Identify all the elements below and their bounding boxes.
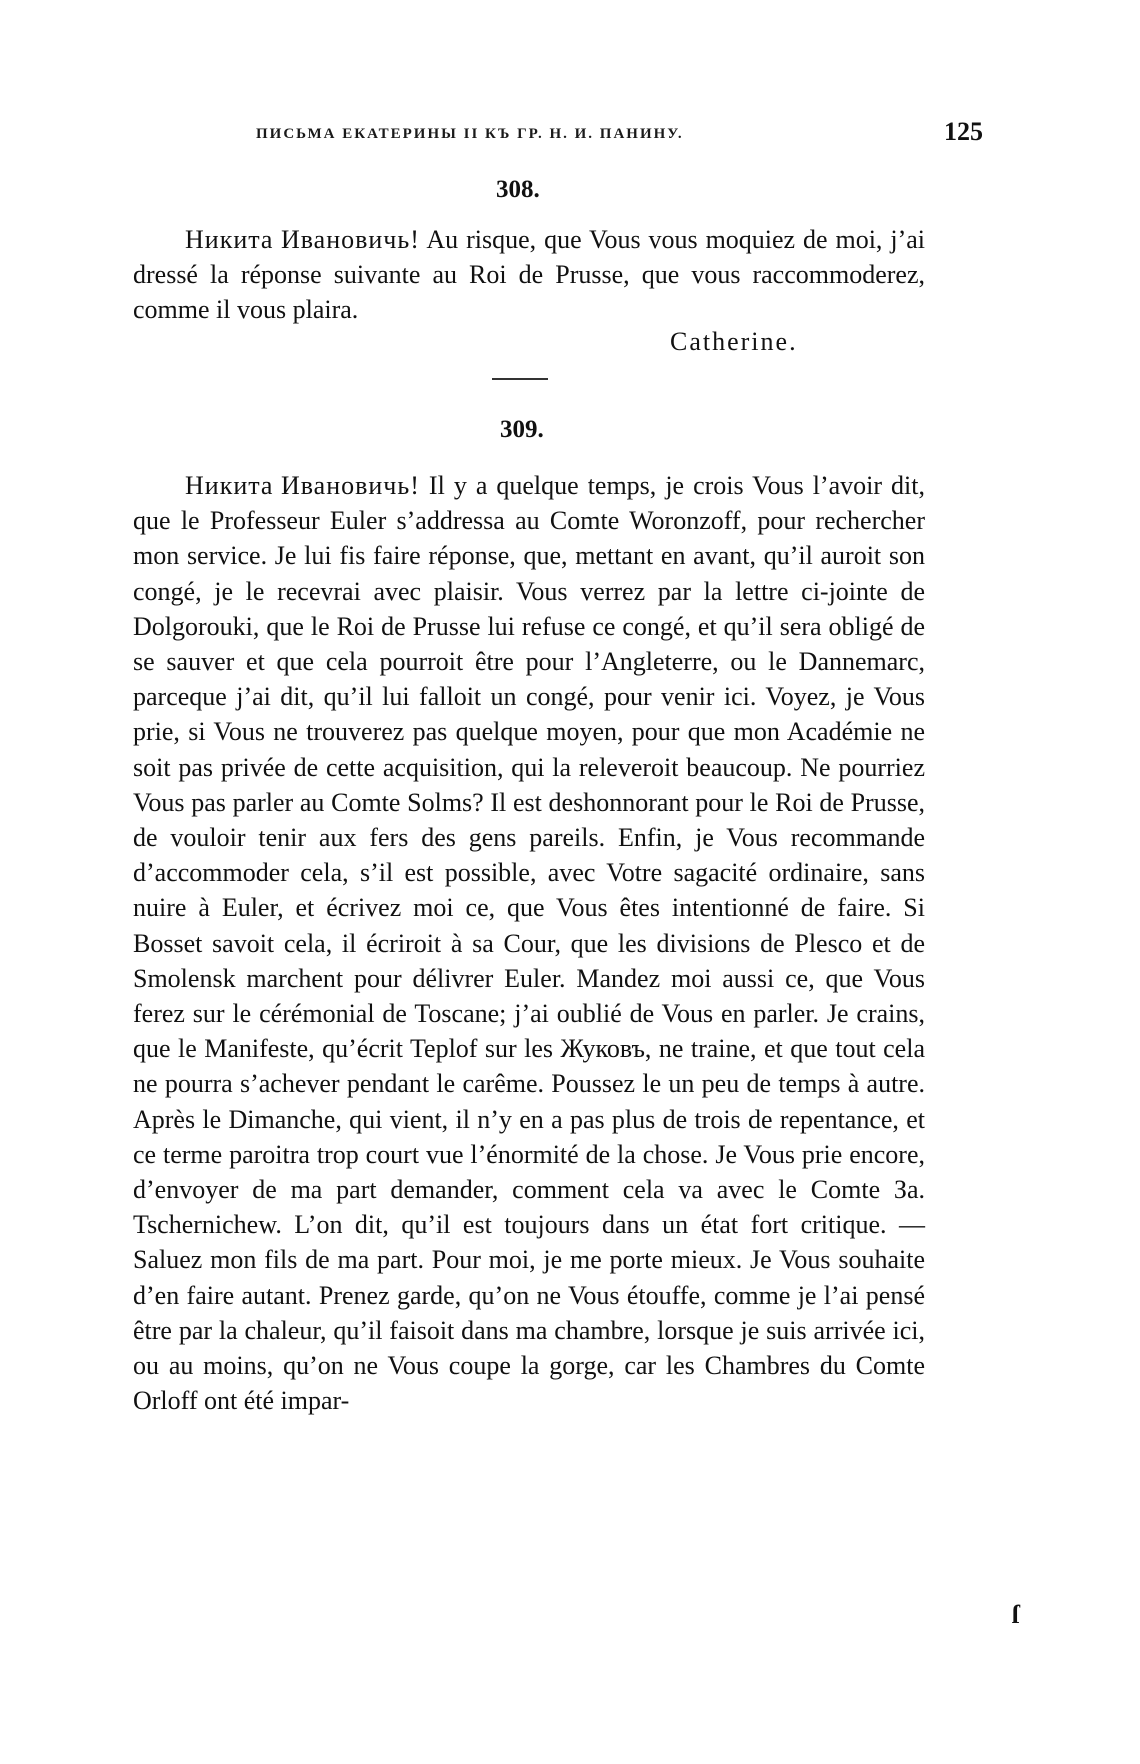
letter-308-addressee: Никита Ивановичь! xyxy=(185,225,420,254)
catchword-mark: ſ xyxy=(1012,1600,1020,1629)
letter-308-signature: Catherine. xyxy=(670,327,798,356)
page-number: 125 xyxy=(944,117,983,146)
letter-308-text: Au risque, que Vous vous moquiez de moi, j’ai dressé la réponse suivante au Roi de Prusse, que vous raccommoderez, comme il vous plaira. xyxy=(133,225,925,325)
letter-number-308: 308. xyxy=(496,176,540,203)
letter-divider xyxy=(492,378,548,380)
letter-308-body xyxy=(133,222,925,328)
running-head: ПИСЬМА ЕКАТЕРИНЫ II КЪ ГР. Н. И. ПАНИНУ. xyxy=(256,126,684,142)
letter-number-309: 309. xyxy=(500,416,544,443)
letter-309-body xyxy=(133,468,925,1418)
letter-309-text: Il y a quelque temps, je crois Vous l’avoir dit, que le Professeur Euler s’addressa au Comte Woronzoff, pour rechercher mon service. Je lui fis faire réponse, que, mettant en avant, qu’il auroit son congé, je le recevrai avec plaisir. Vous verrez par la lettre ci-jointe de Dolgorouki, que le Roi de Prusse lui refuse ce congé, et qu’il sera obligé de se sauver et que cela pourroit être pour l’Angleterre, ou le Dannemarc, parceque j’ai dit, qu’il lui falloit un congé, pour venir ici. Voyez, je Vous prie, si Vous ne trouverez pas quelque moyen, pour que mon Académie ne soit pas privée de cette acquisition, qui la releveroit beaucoup. Ne pourriez Vous pas parler au Comte Solms? Il est deshonnorant pour le Roi de Prusse, de vouloir tenir aux fers des gens pareils. Enfin, je Vous recommande d’accommoder cela, s’il est possible, avec Votre sagacité ordinaire, sans nuire à Euler, et écrivez moi ce, que Vous êtes intentionné de faire. Si Bosset savoit cela, il écriroit à sa Cour, que les divisions de Plesco et de Smolensk marchent pour délivrer Euler. Mandez moi aussi ce, que Vous ferez sur le cérémonial de Toscane; j’ai oublié de Vous en parler. Je crains, que le Manifeste, qu’écrit Teplof sur les Жуковъ, ne traine, et que tout cela ne pourra s’achever pendant le carême. Poussez le un peu de temps à autre. Après le Dimanche, qui vient, il n’y en a pas plus de trois de repentance, et ce terme paroitra trop court vue l’énormité de la chose. Je Vous prie encore, d’envoyer de ma part demander, comment cela va avec le Comte За. Tschernichew. L’on dit, qu’il est toujours dans un état fort critique. — Saluez mon fils de ma part. Pour moi, je me porte mieux. Je Vous souhaite d’en faire autant. Prenez garde, qu’on ne Vous étouffe, comme je l’ai pensé être par la chaleur, qu’il faisoit dans ma chambre, lorsque je suis arrivée ici, ou au moins, qu’on ne Vous coupe la gorge, car les Chambres du Comte Orloff ont été impar- xyxy=(133,471,925,1416)
letter-309-addressee: Никита Ивановичь! xyxy=(185,471,420,500)
